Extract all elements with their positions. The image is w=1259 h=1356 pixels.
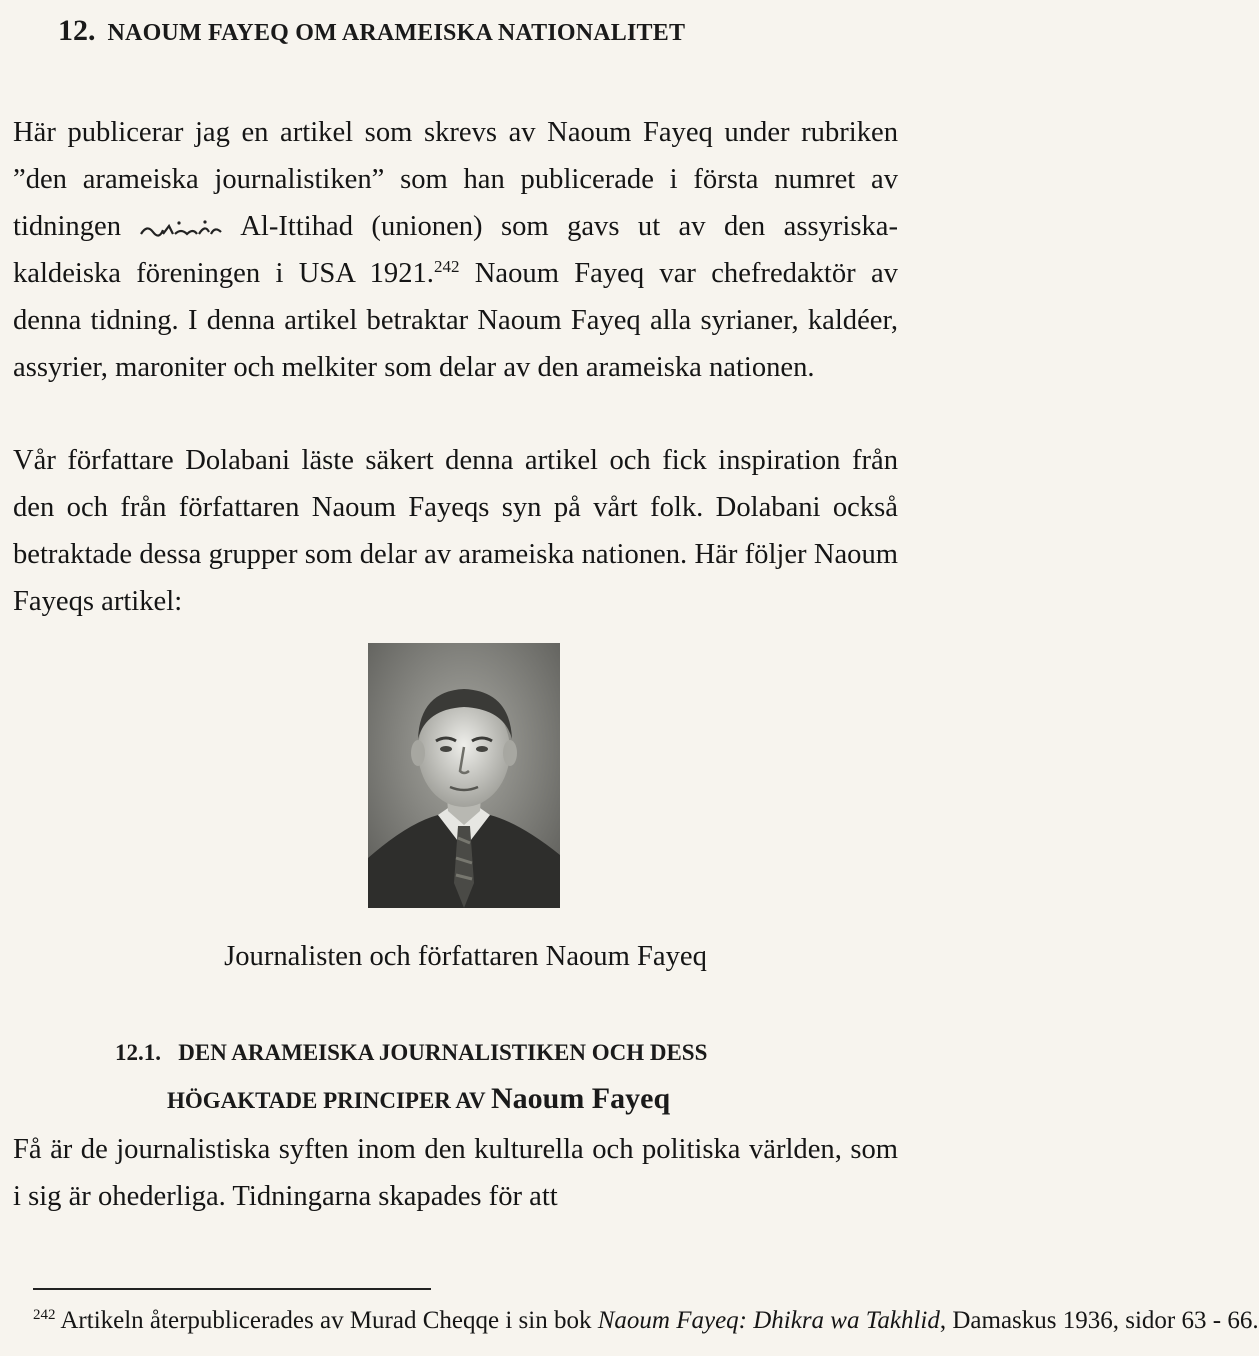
intro-text-2: Al-Ittihad (unionen) som gavs ut av den assyriska-kaldeiska föreningen i USA 1921. <box>13 211 898 289</box>
footnote-text-1: Artikeln återpublicerades av Murad Cheqqe i sin bok <box>55 1307 598 1334</box>
subheading-author: Naoum Fayeq <box>490 1082 671 1115</box>
intro-text-1: Här publicerar jag en artikel som skrevs av Naoum Fayeq under rubriken ”den arameiska journalistiken” som han publicerade i första numret av tidningen <box>13 117 898 242</box>
subheading-title-1: DEN ARAMEISKA JOURNALISTIKEN OCH DESS <box>178 1040 708 1065</box>
footnote-number: 242 <box>33 1307 56 1323</box>
chapter-heading <box>58 14 685 48</box>
subheading-number: 12.1. <box>115 1040 161 1065</box>
footnote-divider <box>33 1288 431 1290</box>
footnote-ref[interactable]: 242 <box>433 257 460 276</box>
article-paragraph <box>13 1126 898 1220</box>
article-paragraph-text: Få är de journalistiska syften inom den kulturella och politiska världen, som i sig är ohederliga. Tidningarna skapades för att <box>13 1134 898 1212</box>
footnote <box>33 1304 1259 1338</box>
portrait-photo <box>368 643 560 908</box>
chapter-number: 12. <box>58 14 96 47</box>
subheading-title-2: HÖGAKTADE PRINCIPER AV <box>167 1088 486 1113</box>
syriac-word <box>139 218 223 238</box>
second-paragraph-text: Vår författare Dolabani läste säkert denna artikel och fick inspiration från den och från författaren Naoum Fayeqs syn på vårt folk. Dolabani också betraktade dessa grupper som delar av arameiska nationen. Här följer Naoum Fayeqs artikel: <box>13 445 898 617</box>
photo-caption: Journalisten och författaren Naoum Fayeq <box>224 941 707 972</box>
intro-paragraph <box>13 109 898 391</box>
footnote-text-2: , Damaskus 1936, sidor 63 - 66. <box>939 1307 1259 1334</box>
footnote-book-title: Naoum Fayeq: Dhikra wa Takhlid <box>597 1307 940 1334</box>
chapter-title: NAOUM FAYEQ OM ARAMEISKA NATIONALITET <box>107 20 686 46</box>
subheading-line-2 <box>167 1082 670 1116</box>
second-paragraph <box>13 437 898 625</box>
subheading-line-1 <box>115 1040 707 1066</box>
intro-text-3: Naoum Fayeq var chefredaktör av denna tidning. I denna artikel betraktar Naoum Fayeq alla syrianer, kaldéer, assyrier, maroniter och melkiter som delar av den arameiska nationen. <box>13 258 898 383</box>
